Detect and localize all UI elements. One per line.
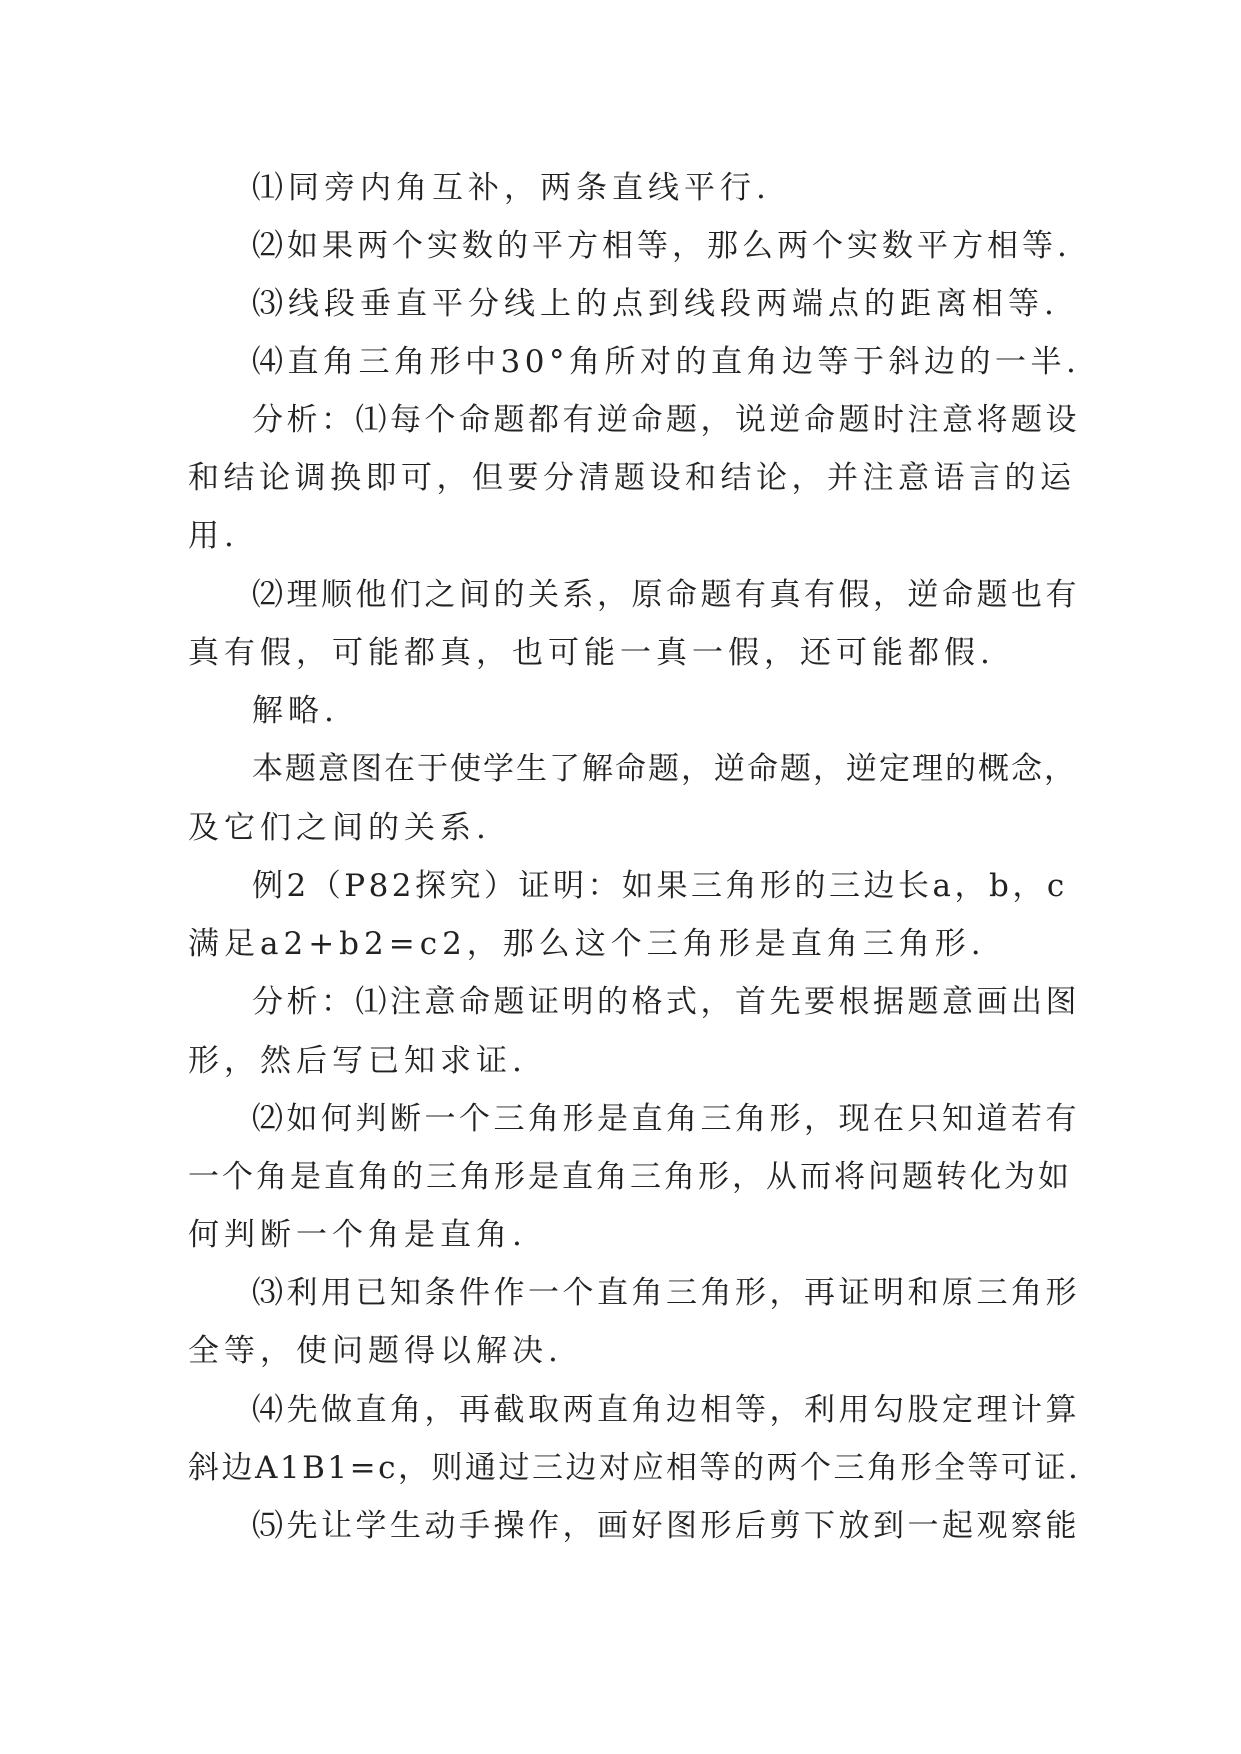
- text-line: 何判断一个角是直角.: [188, 1217, 527, 1253]
- text-line: ⑵理顺他们之间的关系，原命题有真有假，逆命题也有: [252, 577, 1080, 613]
- text-line: 例2（P82探究）证明：如果三角形的三边长a，b，c: [252, 868, 1068, 904]
- text-line: ⑷先做直角，再截取两直角边相等，利用勾股定理计算: [252, 1392, 1080, 1428]
- text-line: 解略.: [252, 693, 339, 729]
- text-line: 和结论调换即可，但要分清题设和结论，并注意语言的运: [188, 460, 1076, 496]
- text-line: ⑵如何判断一个三角形是直角三角形，现在只知道若有: [252, 1101, 1080, 1137]
- text-line: 真有假，可能都真，也可能一真一假，还可能都假.: [188, 635, 995, 671]
- text-line: 本题意图在于使学生了解命题，逆命题，逆定理的概念，: [252, 751, 1077, 787]
- text-line: 一个角是直角的三角形是直角三角形，从而将问题转化为如: [188, 1159, 1072, 1195]
- text-line: 分析：⑴注意命题证明的格式，首先要根据题意画出图: [252, 984, 1080, 1020]
- text-line: ⑶线段垂直平分线上的点到线段两端点的距离相等.: [252, 286, 1059, 322]
- text-line: 用.: [188, 518, 239, 554]
- text-line: ⑶利用已知条件作一个直角三角形，再证明和原三角形: [252, 1275, 1080, 1311]
- text-line: 全等，使问题得以解决.: [188, 1333, 563, 1369]
- text-line: ⑴同旁内角互补，两条直线平行.: [252, 170, 771, 206]
- text-line: 形，然后写已知求证.: [188, 1043, 527, 1079]
- text-line: ⑸先让学生动手操作，画好图形后剪下放到一起观察能: [252, 1508, 1080, 1544]
- text-line: 满足a2+b2=c2，那么这个三角形是直角三角形.: [188, 926, 986, 962]
- text-line: ⑷直角三角形中30°角所对的直角边等于斜边的一半.: [252, 344, 1081, 380]
- text-line: 分析：⑴每个命题都有逆命题，说逆命题时注意将题设: [252, 402, 1080, 438]
- text-line: 斜边A1B1=c，则通过三边对应相等的两个三角形全等可证.: [188, 1450, 1081, 1486]
- text-line: 及它们之间的关系.: [188, 810, 491, 846]
- text-line: ⑵如果两个实数的平方相等，那么两个实数平方相等.: [252, 228, 1071, 264]
